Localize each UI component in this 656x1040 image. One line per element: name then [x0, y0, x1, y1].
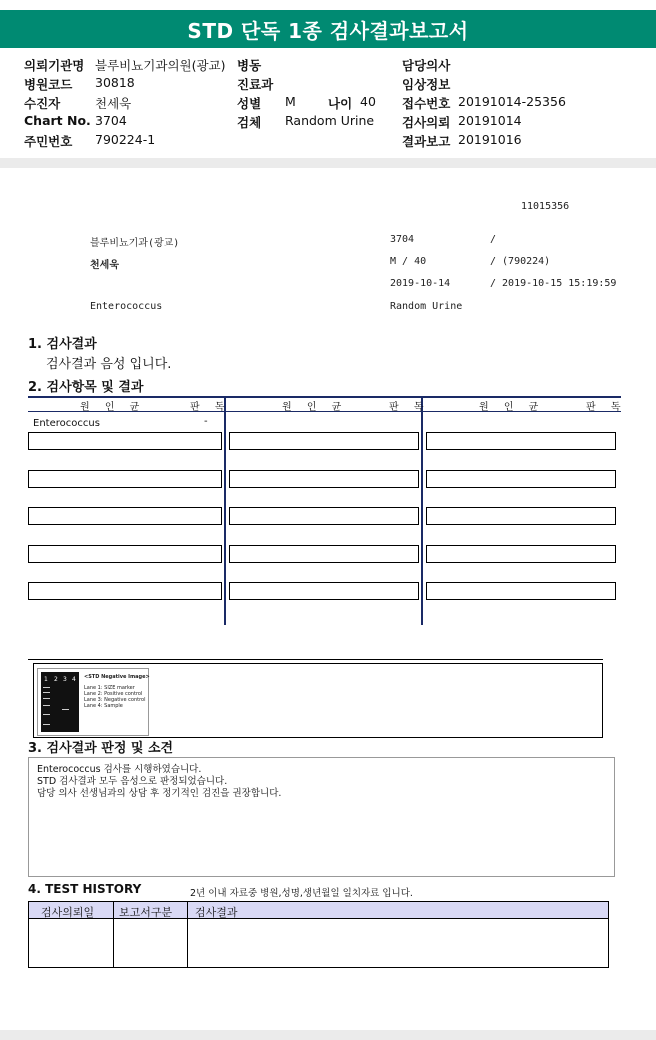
result-cell	[229, 507, 419, 525]
print-specimen: Random Urine	[390, 301, 463, 312]
hospital-code-value: 30818	[95, 75, 135, 90]
result-cell	[229, 432, 419, 450]
specimen-value: Random Urine	[285, 113, 375, 128]
doctor-label: 담당의사	[402, 58, 451, 73]
print-chart-no: 3704	[390, 234, 415, 245]
patient-value: 천세욱	[95, 96, 132, 111]
col-header-result-3: 판 독	[586, 402, 627, 413]
history-col-result: 검사결과	[195, 906, 238, 919]
col-header-organism-3: 원 인 균	[479, 402, 545, 413]
col-header-organism-2: 원 인 균	[282, 402, 348, 413]
print-receipt-date: 2019-10-14	[390, 278, 451, 289]
report-title: STD 단독 1종 검사결과보고서	[187, 18, 469, 43]
report-date-label: 결과보고	[402, 134, 451, 149]
gel-lane-number: 2	[54, 676, 58, 683]
history-col-report-type: 보고서구분	[119, 906, 173, 919]
result-cell	[28, 582, 222, 600]
gel-caption-line: Lane 4: Sample	[84, 703, 123, 709]
section4-note: 2년 이내 자료중 병원,성명,생년월일 일치자료 입니다.	[190, 888, 413, 899]
print-test-name: Enterococcus	[90, 301, 163, 312]
chart-no-value: 3704	[95, 113, 127, 128]
result-cell	[28, 545, 222, 563]
patient-label: 수진자	[24, 96, 61, 111]
age-label: 나이	[328, 96, 353, 111]
result-organism: Enterococcus	[33, 418, 100, 429]
print-slash: /	[490, 234, 497, 245]
history-table	[28, 901, 609, 968]
result-cell	[426, 545, 616, 563]
footer-divider	[0, 1030, 656, 1040]
section4-title: 4. TEST HISTORY	[28, 882, 142, 896]
hospital-code-label: 병원코드	[24, 77, 73, 92]
history-col-divider	[187, 902, 188, 967]
result-cell	[28, 432, 222, 450]
section3-title: 3. 검사결과 판정 및 소견	[28, 741, 174, 756]
history-col-request-date: 검사의뢰일	[41, 906, 95, 919]
col-header-result-2: 판 독	[389, 402, 430, 413]
section2-title: 2. 검사항목 및 결과	[28, 380, 144, 395]
table-col-divider-2	[421, 396, 423, 625]
sex-label: 성별	[237, 96, 262, 111]
report-title-bar	[0, 10, 656, 48]
gel-caption-title: <STD Negative Image>	[84, 674, 150, 680]
report-date-value: 20191016	[458, 132, 522, 147]
institution-value: 블루비뇨기과의원(광교)	[95, 58, 226, 73]
specimen-label: 검체	[237, 115, 262, 130]
receipt-no-label: 접수번호	[402, 96, 451, 111]
gel-lane-number: 3	[63, 676, 67, 683]
receipt-no-value: 20191014-25356	[458, 94, 566, 109]
gel-image	[37, 668, 149, 736]
gel-lane-number: 1	[44, 676, 48, 683]
col-header-result-1: 판 독	[190, 402, 231, 413]
table-col-divider-1	[224, 396, 226, 625]
result-cell	[426, 470, 616, 488]
resident-no-value: 790224-1	[95, 132, 156, 147]
request-date-value: 20191014	[458, 113, 522, 128]
section1-summary: 검사결과 음성 입니다.	[46, 357, 172, 372]
result-cell	[229, 582, 419, 600]
col-header-organism-1: 원 인 균	[80, 402, 146, 413]
result-cell	[426, 582, 616, 600]
chart-no-label: Chart No.	[24, 113, 91, 128]
result-cell	[229, 545, 419, 563]
header-divider	[0, 158, 656, 168]
findings-line: 담당 의사 선생님과의 상담 후 정기적인 검진을 권장합니다.	[37, 788, 282, 799]
findings-box	[28, 757, 615, 877]
gel-lane-number: 4	[72, 676, 76, 683]
institution-label: 의뢰기관명	[24, 58, 85, 73]
sex-value: M	[285, 94, 296, 109]
result-cell	[229, 470, 419, 488]
result-cell	[28, 507, 222, 525]
print-patient-name: 천세욱	[90, 260, 119, 271]
result-cell	[28, 470, 222, 488]
print-report-datetime: / 2019-10-15 15:19:59	[490, 278, 617, 289]
findings-line: Enterococcus 검사를 시행하였습니다.	[37, 764, 202, 775]
print-birth: / (790224)	[490, 256, 551, 267]
clinical-info-label: 임상정보	[402, 77, 451, 92]
gel-top-line	[28, 659, 603, 660]
print-institution: 블루비뇨기과(광교)	[90, 238, 180, 249]
result-cell	[426, 507, 616, 525]
gel-caption-line: Lane 3: Negative control	[84, 697, 146, 703]
section1-title: 1. 검사결과	[28, 337, 97, 352]
gel-electrophoresis-image	[41, 672, 79, 732]
ward-label: 병동	[237, 58, 262, 73]
findings-line: STD 검사결과 모두 음성으로 판정되었습니다.	[37, 776, 228, 787]
gel-caption-line: Lane 1: SIZE marker	[84, 685, 135, 691]
history-table-header	[29, 902, 608, 919]
result-value: -	[204, 416, 208, 427]
print-sex-age: M / 40	[390, 256, 427, 267]
history-col-divider	[113, 902, 114, 967]
doc-number: 11015356	[521, 201, 570, 212]
resident-no-label: 주민번호	[24, 134, 73, 149]
department-label: 진료과	[237, 77, 274, 92]
gel-caption-line: Lane 2: Positive control	[84, 691, 143, 697]
request-date-label: 검사의뢰	[402, 115, 451, 130]
age-value: 40	[360, 94, 376, 109]
result-cell	[426, 432, 616, 450]
